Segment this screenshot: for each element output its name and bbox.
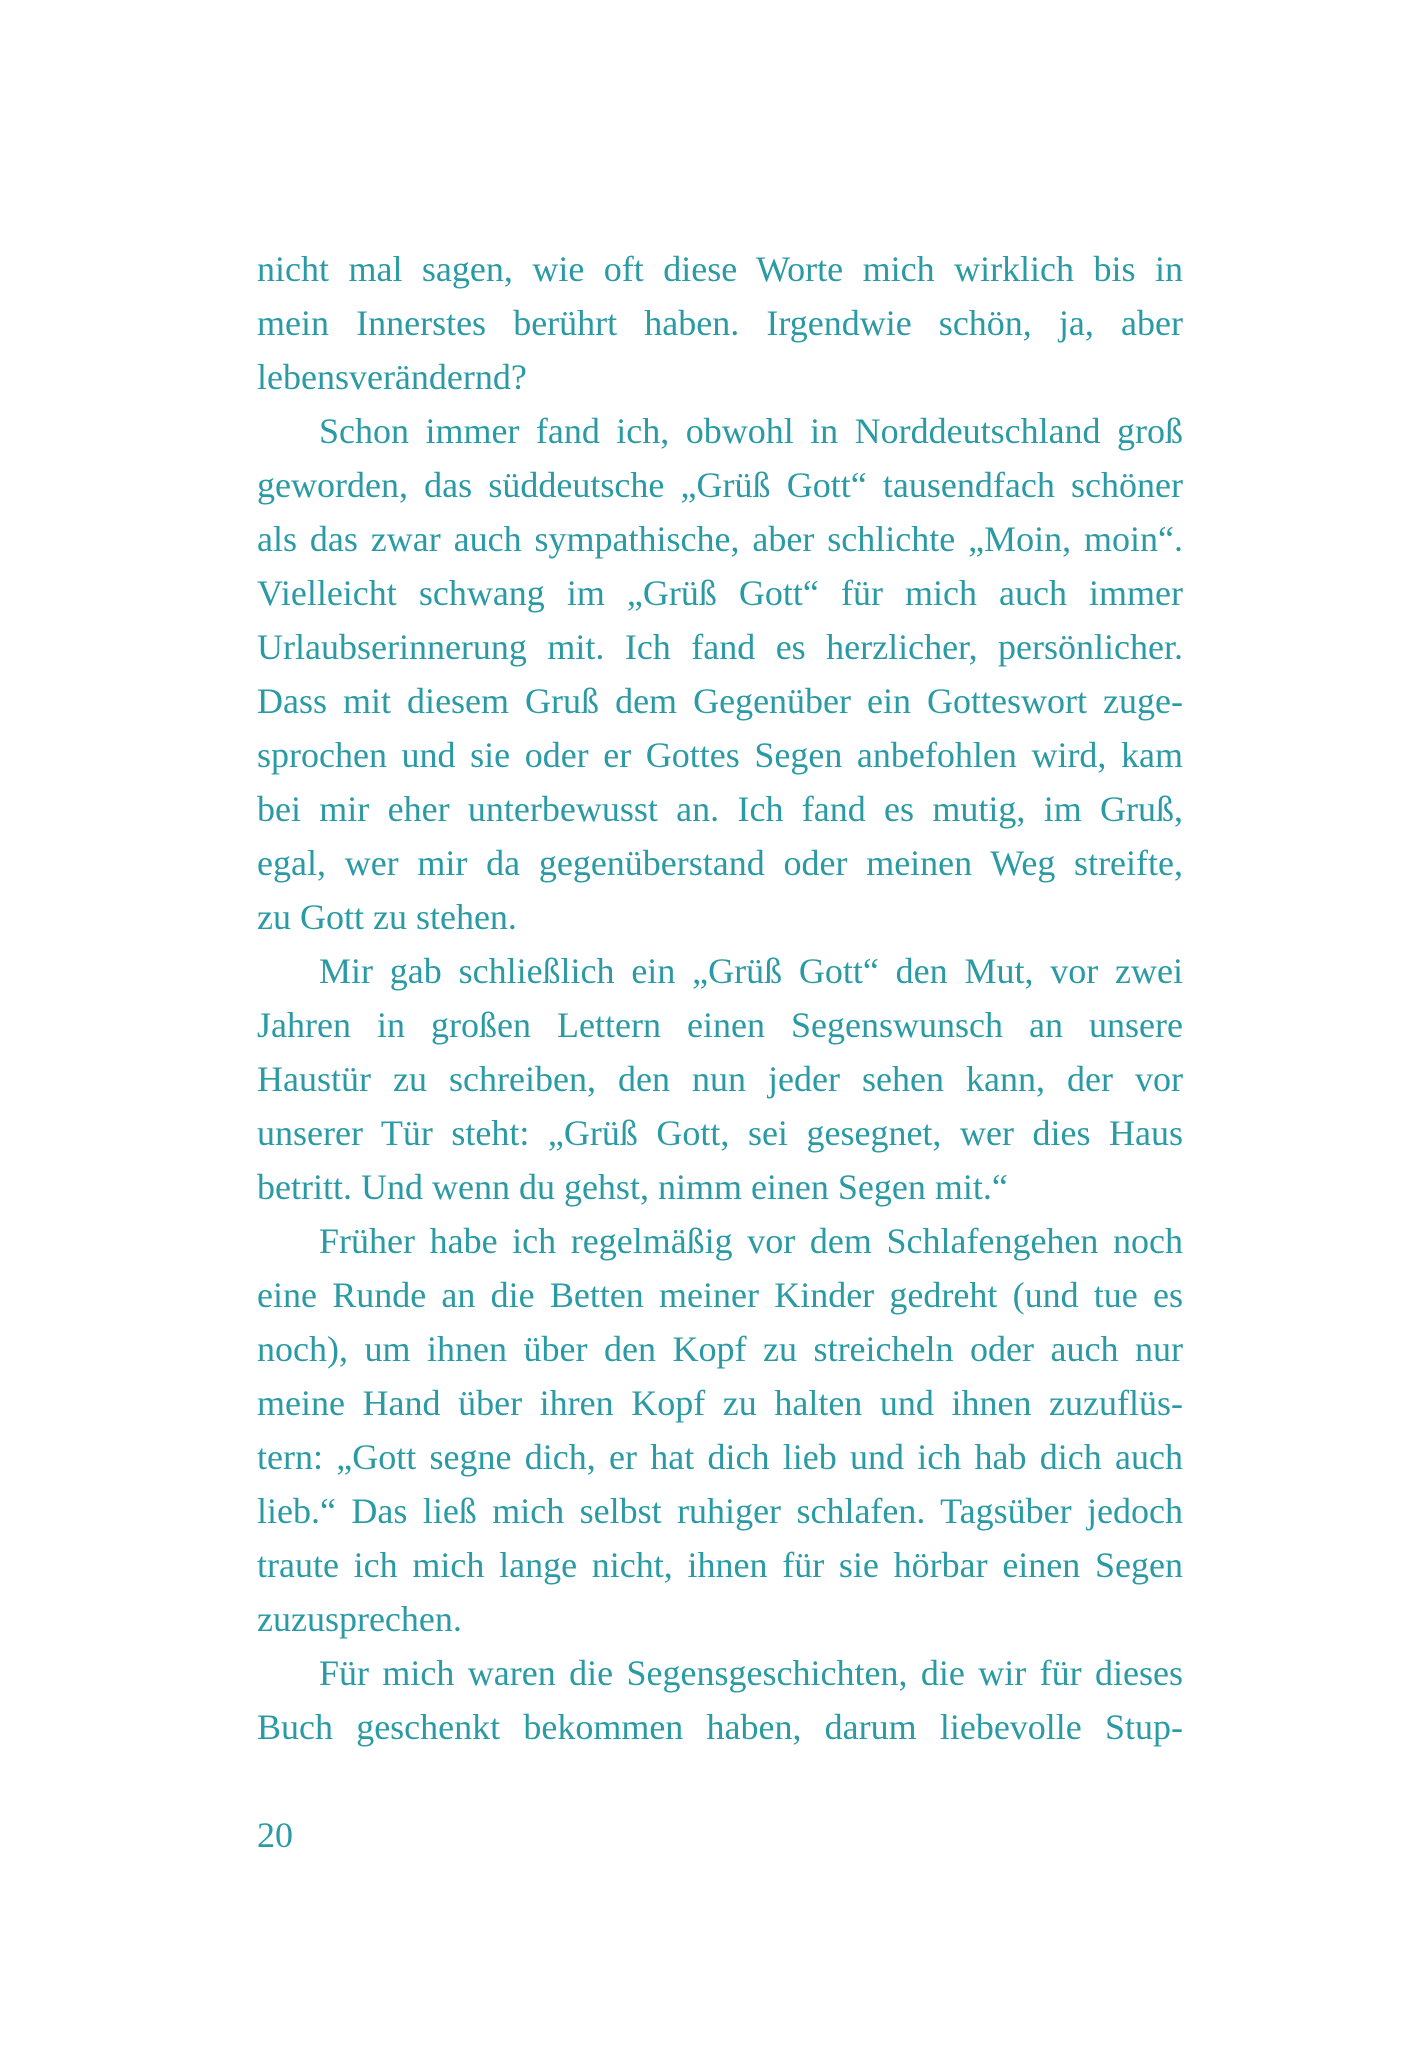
text-line: zu Gott zu stehen. [257, 897, 517, 937]
text-line: noch), um ihnen über den Kopf zu streicheln oder auch nur [257, 1329, 1183, 1369]
text-line: egal, wer mir da gegenüberstand oder meinen Weg streifte, [257, 843, 1183, 883]
text-line: traute ich mich lange nicht, ihnen für sie hörbar einen Segen [257, 1545, 1183, 1585]
text-line: Dass mit diesem Gruß dem Gegenüber ein Gotteswort zuge- [257, 681, 1183, 721]
text-line: betritt. Und wenn du gehst, nimm einen Segen mit.“ [257, 1167, 1008, 1207]
body-text [257, 242, 1183, 1754]
text-line: geworden, das süddeutsche „Grüß Gott“ tausendfach schöner [257, 465, 1183, 505]
page-number: 20 [257, 1815, 293, 1855]
text-line: lieb.“ Das ließ mich selbst ruhiger schlafen. Tagsüber jedoch [257, 1491, 1183, 1531]
text-line: Jahren in großen Lettern einen Segenswunsch an unsere [257, 1005, 1183, 1045]
text-line: sprochen und sie oder er Gottes Segen anbefohlen wird, kam [257, 735, 1183, 775]
text-line: tern: „Gott segne dich, er hat dich lieb und ich hab dich auch [257, 1437, 1183, 1477]
text-line: Schon immer fand ich, obwohl in Norddeutschland groß [319, 411, 1183, 451]
text-line: Buch geschenkt bekommen haben, darum liebevolle Stup- [257, 1707, 1183, 1747]
text-line: nicht mal sagen, wie oft diese Worte mich wirklich bis in [257, 249, 1183, 289]
text-line: eine Runde an die Betten meiner Kinder gedreht (und tue es [257, 1275, 1183, 1315]
text-line: Vielleicht schwang im „Grüß Gott“ für mich auch immer [257, 573, 1183, 613]
text-line: lebensverändernd? [257, 357, 527, 397]
text-line: als das zwar auch sympathische, aber schlichte „Moin, moin“. [257, 519, 1183, 559]
text-line: meine Hand über ihren Kopf zu halten und ihnen zuzuflüs- [257, 1383, 1183, 1423]
text-line: Für mich waren die Segensgeschichten, die wir für dieses [319, 1653, 1183, 1693]
text-line: unserer Tür steht: „Grüß Gott, sei gesegnet, wer dies Haus [257, 1113, 1183, 1153]
text-line: mein Innerstes berührt haben. Irgendwie schön, ja, aber [257, 303, 1183, 343]
text-line: Haustür zu schreiben, den nun jeder sehen kann, der vor [257, 1059, 1183, 1099]
text-line: bei mir eher unterbewusst an. Ich fand es mutig, im Gruß, [257, 789, 1183, 829]
text-line: zuzusprechen. [257, 1599, 462, 1639]
text-line: Früher habe ich regelmäßig vor dem Schlafengehen noch [319, 1221, 1183, 1261]
text-line: Mir gab schließlich ein „Grüß Gott“ den Mut, vor zwei [319, 951, 1183, 991]
text-line: Urlaubserinnerung mit. Ich fand es herzlicher, persönlicher. [257, 627, 1183, 667]
